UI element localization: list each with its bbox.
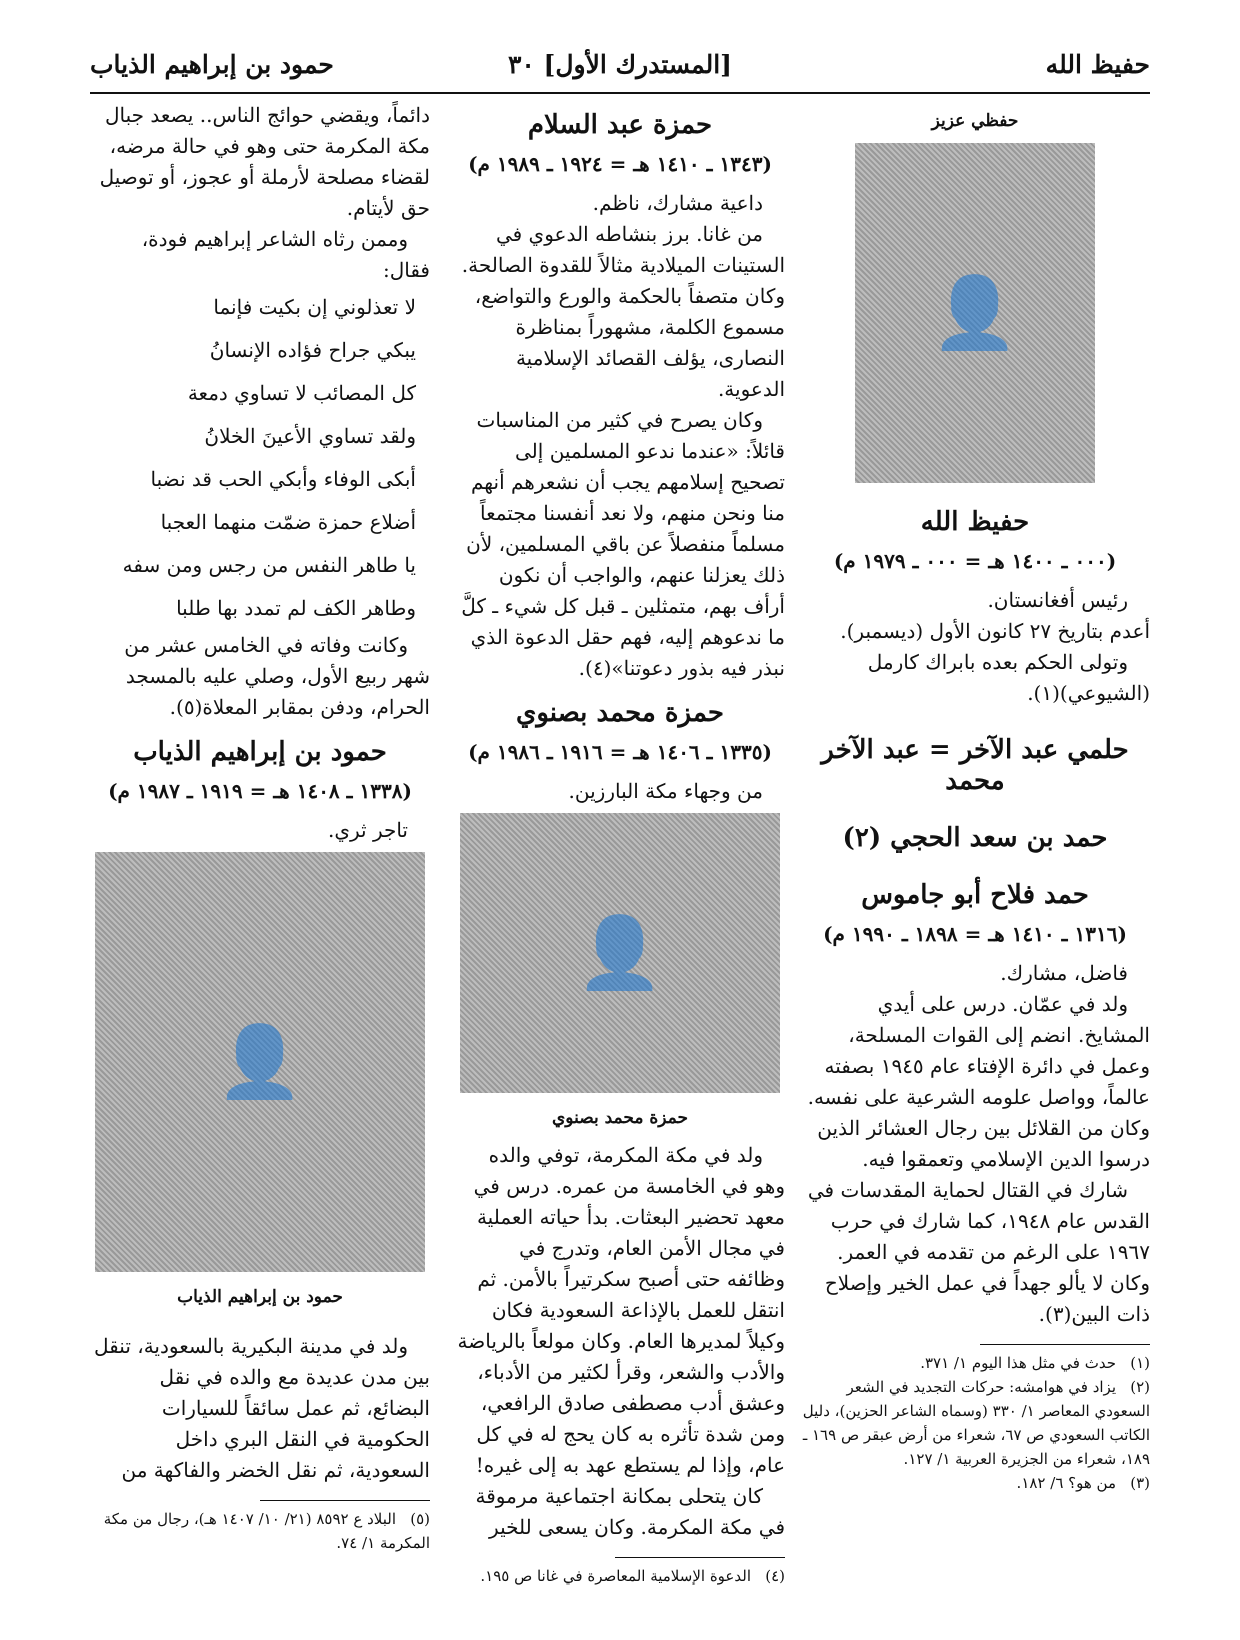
entry-paragraph: وتولى الحكم بعده بابراك كارمل (الشيوعي)(١). xyxy=(867,650,1150,705)
person-portrait-icon: 👤 xyxy=(931,271,1019,354)
entry-paragraph: شارك في القتال لحماية المقدسات في القدس عام ١٩٤٨، كما شارك في حرب ١٩٦٧ على الرغم من تقدمه في العمر. وكان لا يألو جهداً في عمل الخير وإصلاح ذات البين(٣). xyxy=(807,1178,1150,1326)
entry-paragraph: فاضل، مشارك. xyxy=(1000,961,1128,985)
poem-verse: لا تعذلوني إن بكيت فإنما xyxy=(213,295,416,319)
header-rule xyxy=(90,92,1150,94)
footnote-number: (٢) xyxy=(1130,1378,1150,1396)
entry-paragraph: ولد في مكة المكرمة، توفي والده وهو في الخامسة من عمره. درس في معهد تحضير البعثات. بدأ حياته العملية في مجال الأمن العام، وتدرج في وظائفه حتى أصبح سكرتيراً بالأمن. ثم انتقل للعمل بالإذاعة السعودية فكان وكيلاً لمديرها العام. وكان مولعاً بالرياضة والأدب والشعر، وقرأ لكثير من الأدباء، وعشق أدب مصطفى صادق الرافعي، ومن شدة تأثره به كان يحج له في كل عام، وإذا لم يستطع عهد به إلى غيره! xyxy=(457,1143,785,1477)
entry-paragraph: كان يتحلى بمكانة اجتماعية مرموقة في مكة المكرمة. وكان يسعى للخير xyxy=(475,1484,785,1539)
footnote-number: (١) xyxy=(1130,1354,1150,1372)
entry-paragraph: رئيس أفغانستان. xyxy=(987,588,1128,612)
column-middle xyxy=(455,100,785,1588)
entry-paragraph: تاجر ثري. xyxy=(327,818,408,842)
entry-paragraph: دائماً، ويقضي حوائج الناس.. يصعد جبال مكة المكرمة حتى وهو في حالة مرضه، لقضاء مصلحة لأرملة أو عجوز، أو توصيل حق لأيتام. xyxy=(99,103,430,220)
cross-reference: حمد بن سعد الحجي (٢) xyxy=(842,823,1108,853)
entry-title: حمد فلاح أبو جاموس xyxy=(861,880,1089,910)
header-left-title: حمود بن إبراهيم الذياب xyxy=(90,50,334,79)
portrait-photo xyxy=(855,143,1095,483)
footnote-text: يزاد في هوامشه: حركات التجديد في الشعر السعودي المعاصر ١/ ٣٣٠ (وسماه الشاعر الحزين)، دليل الكاتب السعودي ص ٦٧، شعراء من أرض عبقر ص ١٦٩ ـ ١٨٩، شعراء من الجزيرة العربية ١/ ١٢٧. xyxy=(802,1378,1150,1468)
poem-verse: يا طاهر النفس من رجس ومن سفه xyxy=(122,553,416,577)
photo-caption: حمزة محمد بصنوي xyxy=(552,1108,688,1128)
column-right xyxy=(800,100,1150,1495)
photo-caption: حمود بن إبراهيم الذياب xyxy=(177,1287,343,1307)
entry-paragraph: وكان يصرح في كثير من المناسبات قائلاً: «عندما ندعو المسلمين إلى تصحيح إسلامهم يجب أن نشعرهم أنهم منا ونحن منهم، ولا نعد أنفسنا مجتمعاً مسلماً منفصلاً عن باقي المسلمين، لأن ذلك يعزلنا عنهم، والواجب أن نكون أرأف بهم، متمثلين ـ قبل كل شيء ـ كلَّ ما ندعوهم إليه، فهم حقل الدعوة الذي نبذر فيه بذور دعوتنا»(٤). xyxy=(461,408,785,680)
footnote-text: من هو؟ ٦/ ١٨٢. xyxy=(1016,1474,1116,1492)
entry-dates: (١٣٣٨ ـ ١٤٠٨ هـ = ١٩١٩ ـ ١٩٨٧ م) xyxy=(108,779,412,803)
entry-title: حمزة محمد بصنوي xyxy=(516,698,724,728)
entry-title: حفيظ الله xyxy=(920,507,1030,537)
portrait-photo xyxy=(460,813,780,1093)
footnote xyxy=(455,1564,785,1588)
footnote xyxy=(90,1507,430,1555)
poem-verse: كل المصائب لا تساوي دمعة xyxy=(187,381,416,405)
portrait-photo xyxy=(95,852,425,1272)
poem-verse: أضلاع حمزة ضمّت منهما العجبا xyxy=(160,510,416,534)
header-right-title: حفيظ الله xyxy=(1045,50,1150,79)
entry-paragraph: ولد في عمّان. درس على أيدي المشايخ. انضم إلى القوات المسلحة، وعمل في دائرة الإفتاء عام ١٩٤٥ بصفته عالماً، وواصل علومه الشرعية على نفسه. وكان من القلائل بين رجال العشائر الذين درسوا الدين الإسلامي وتعمقوا فيه. xyxy=(807,992,1150,1171)
poem-verse: ولقد تساوي الأعينَ الخلانُ xyxy=(204,424,416,448)
person-portrait-icon: 👤 xyxy=(576,911,664,994)
cross-reference: حلمي عبد الآخر = عبد الآخر محمد xyxy=(821,735,1129,796)
entry-title: حمزة عبد السلام xyxy=(527,110,713,140)
footnote-number: (٥) xyxy=(410,1510,430,1528)
footnote xyxy=(800,1351,1150,1375)
entry-paragraph: أعدم بتاريخ ٢٧ كانون الأول (ديسمبر). xyxy=(840,619,1150,643)
entry-dates: (٠٠٠ ـ ١٤٠٠ هـ = ٠٠٠ ـ ١٩٧٩ م) xyxy=(833,549,1117,573)
entry-title: حمود بن إبراهيم الذياب xyxy=(133,737,387,767)
entry-paragraph: وممن رثاه الشاعر إبراهيم فودة، فقال: xyxy=(141,227,430,282)
entry-dates: (١٣١٦ ـ ١٤١٠ هـ = ١٨٩٨ ـ ١٩٩٠ م) xyxy=(823,922,1127,946)
footnote-rule xyxy=(615,1557,785,1558)
person-portrait-icon: 👤 xyxy=(216,1020,304,1103)
header-center-title: [المستدرك الأول] ٣٠ xyxy=(507,50,733,79)
entry-paragraph: من غانا. برز بنشاطه الدعوي في الستينات الميلادية مثالاً للقدوة الصالحة. وكان متصفاً بالحكمة والورع والتواضع، مسموع الكلمة، مشهوراً بمناظرة النصارى، يؤلف القصائد الإسلامية الدعوية. xyxy=(461,222,785,401)
photo-caption: حفظي عزيز xyxy=(931,111,1019,131)
entry-paragraph: ولد في مدينة البكيرية بالسعودية، تنقل بين مدن عديدة مع والده في نقل البضائع، ثم عمل سائقاً للسيارات الحكومية في النقل البري داخل السعودية، ثم نقل الخضر والفاكهة من xyxy=(94,1334,430,1482)
footnote-rule xyxy=(260,1500,430,1501)
entry-paragraph: من وجهاء مكة البارزين. xyxy=(568,779,763,803)
footnote-text: البلاد ع ٨٥٩٢ (٢١/ ١٠/ ١٤٠٧ هـ)، رجال من مكة المكرمة ١/ ٧٤. xyxy=(103,1510,430,1552)
column-left xyxy=(90,100,430,1555)
footnote-number: (٣) xyxy=(1130,1474,1150,1492)
footnote xyxy=(800,1375,1150,1471)
poem-verse: أبكى الوفاء وأبكي الحب قد نضبا xyxy=(150,467,416,491)
entry-dates: (١٣٤٣ ـ ١٤١٠ هـ = ١٩٢٤ ـ ١٩٨٩ م) xyxy=(468,152,772,176)
poem-verse: يبكي جراح فؤاده الإنسانُ xyxy=(209,338,416,362)
running-header xyxy=(90,40,1150,94)
footnote-number: (٤) xyxy=(765,1567,785,1585)
footnote xyxy=(800,1471,1150,1495)
poem-verse: وطاهر الكف لم تمدد بها طلبا xyxy=(176,596,416,620)
entry-dates: (١٣٣٥ ـ ١٤٠٦ هـ = ١٩١٦ ـ ١٩٨٦ م) xyxy=(468,740,772,764)
footnote-text: حدث في مثل هذا اليوم ١/ ٣٧١. xyxy=(920,1354,1116,1372)
footnote-rule xyxy=(980,1344,1150,1345)
footnote-text: الدعوة الإسلامية المعاصرة في غانا ص ١٩٥. xyxy=(480,1567,751,1585)
entry-paragraph: وكانت وفاته في الخامس عشر من شهر ربيع الأول، وصلي عليه بالمسجد الحرام، ودفن بمقابر المعلاة(٥). xyxy=(124,633,430,719)
entry-paragraph: داعية مشارك، ناظم. xyxy=(592,191,763,215)
